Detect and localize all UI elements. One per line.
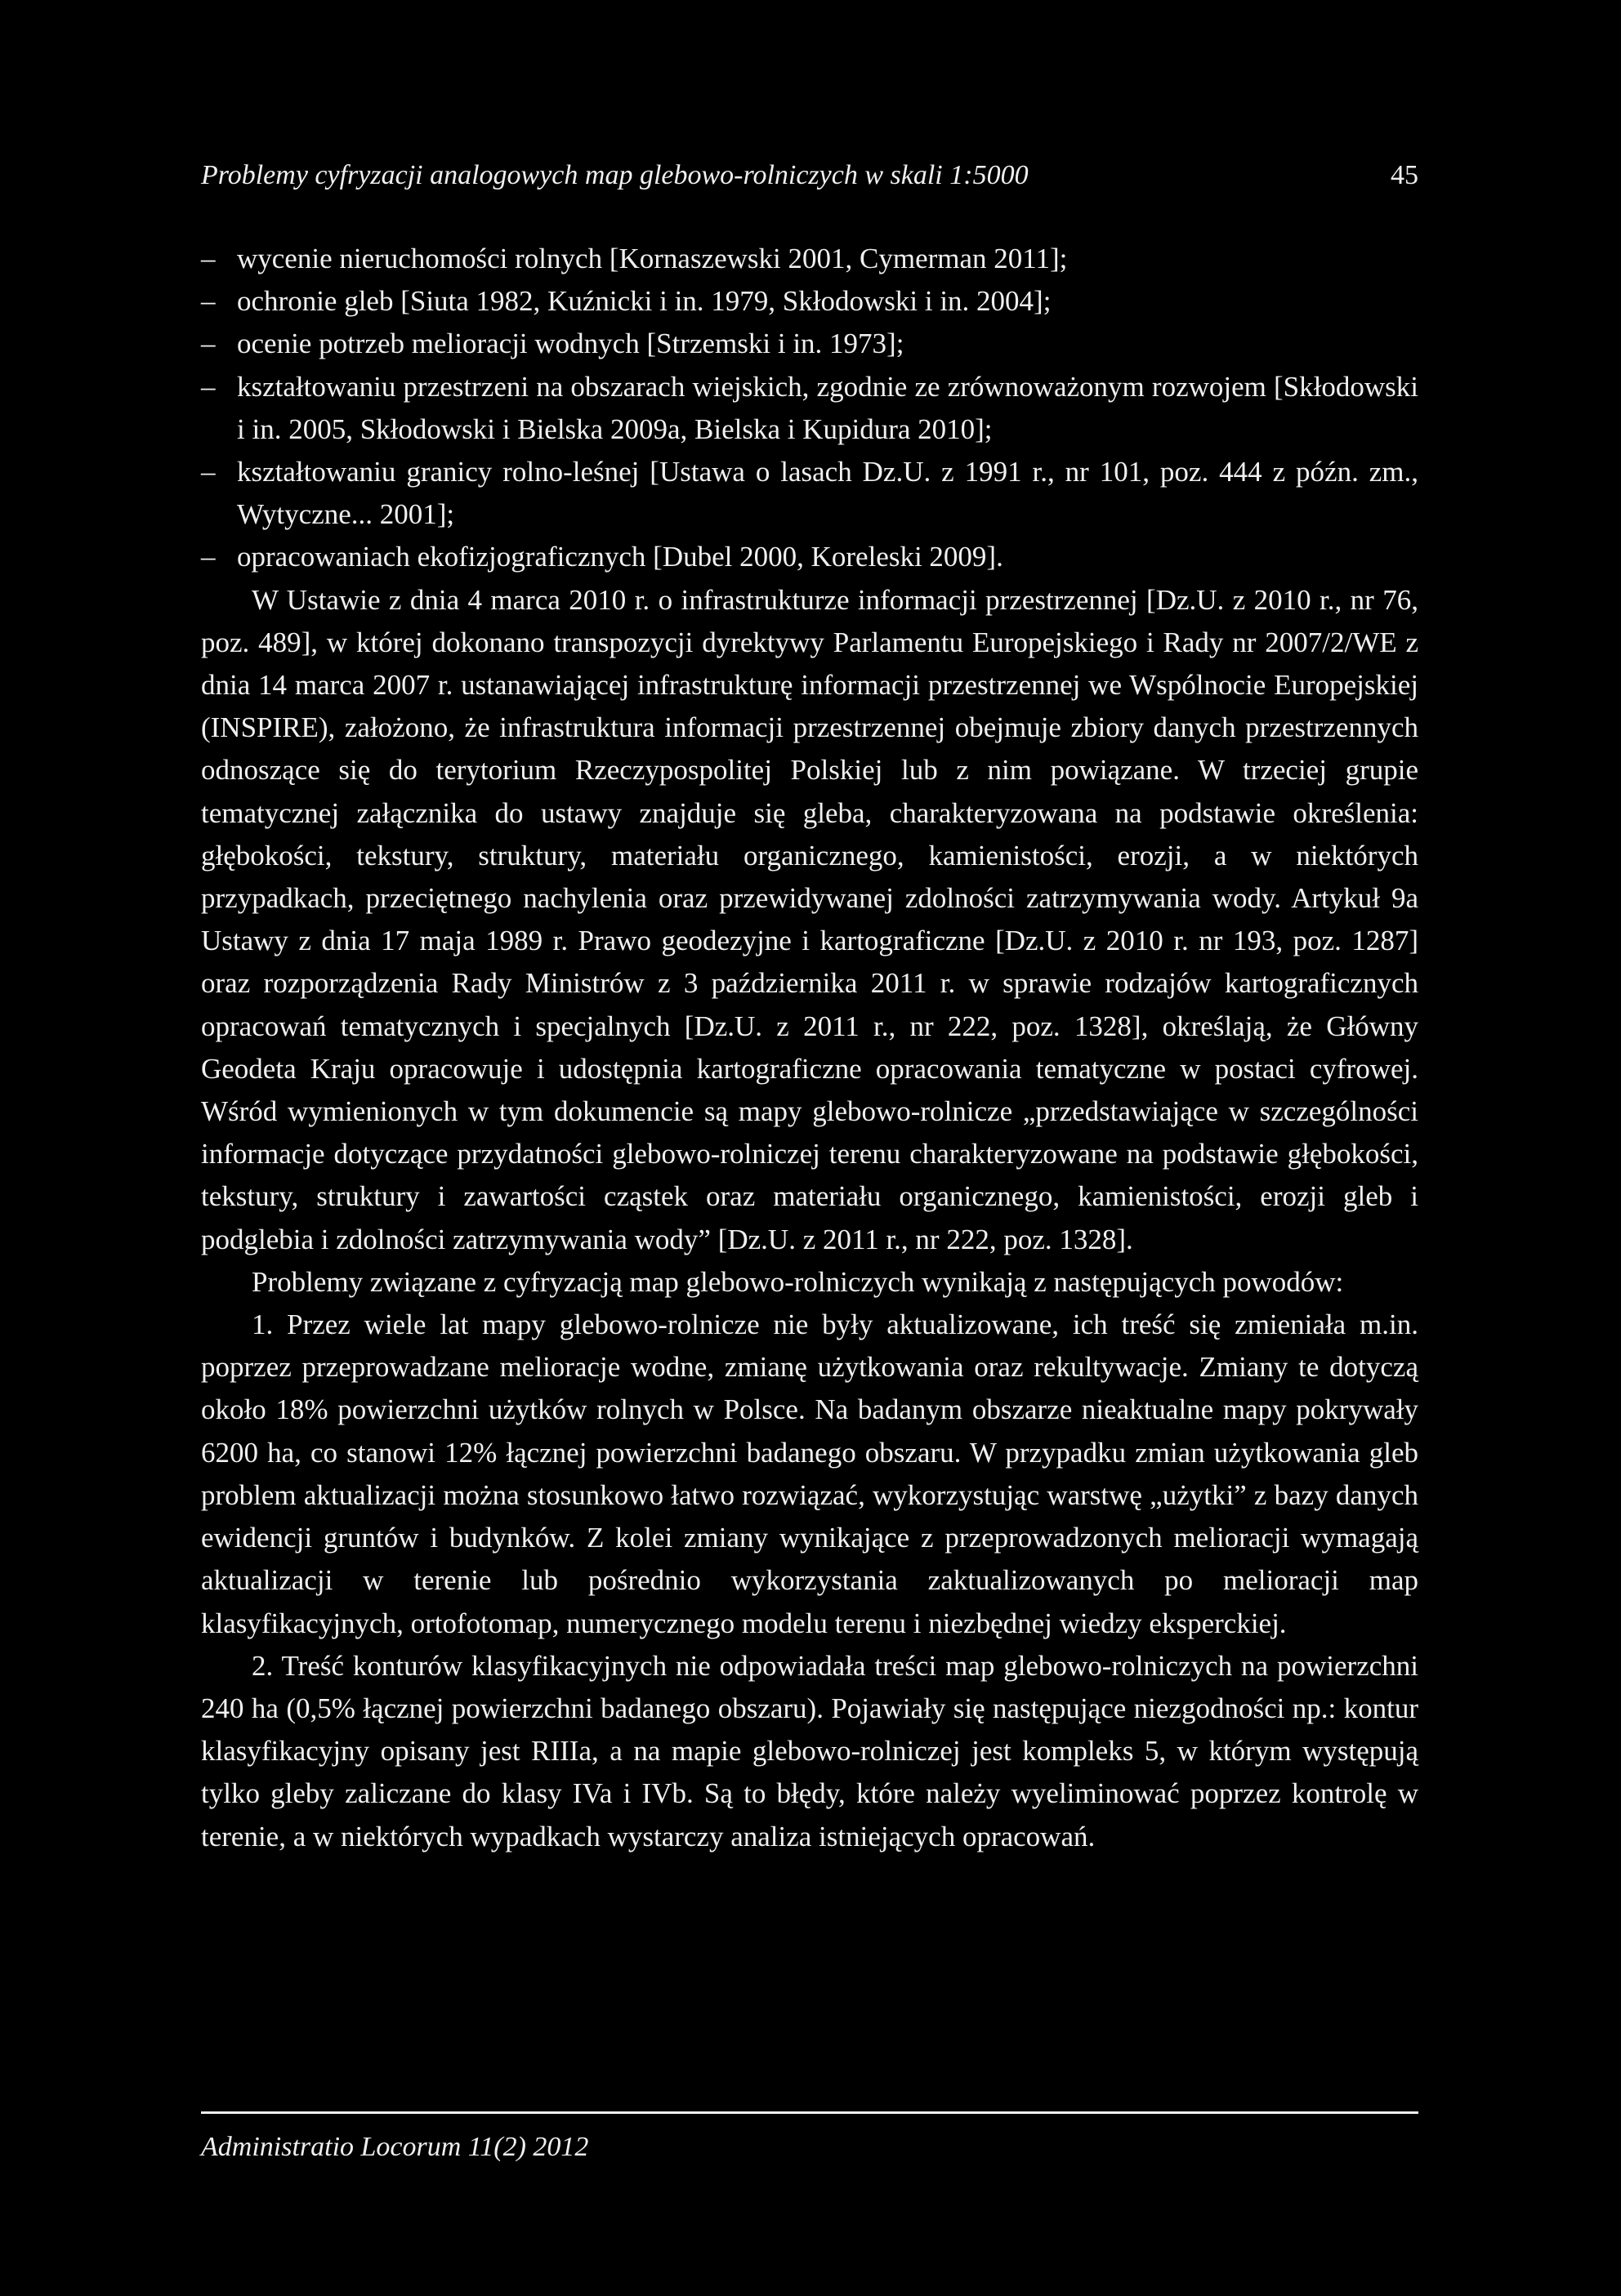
list-item-text: kształtowaniu przestrzeni na obszarach wiejskich, zgodnie ze zrównoważonym rozwojem [Skłodowski i in. 2005, Skłodowski i Bielska 2009a, Bielska i Kupidura 2010];	[237, 370, 1418, 445]
list-item	[201, 451, 1418, 536]
dash-marker: –	[201, 541, 216, 573]
list-item-text: opracowaniach ekofizjograficznych [Dubel 2000, Koreleski 2009].	[237, 541, 1003, 573]
list-item	[201, 323, 1418, 365]
list-item	[201, 366, 1418, 451]
list-item	[201, 238, 1418, 280]
list-item-text: ocenie potrzeb melioracji wodnych [Strzemski i in. 1973];	[237, 328, 904, 360]
dash-marker: –	[201, 370, 216, 403]
running-title: Problemy cyfryzacji analogowych map glebowo-rolniczych w skali 1:5000	[201, 160, 1029, 190]
numbered-item-1: 1. Przez wiele lat mapy glebowo-rolnicze nie były aktualizowane, ich treść się zmieniała m.in. poprzez przeprowadzane melioracje wodne, zmianę użytkowania oraz rekultywacje. Zmiany te dotyczą około 18% powierzchni użytków rolnych w Polsce. Na badanym obszarze nieaktualne mapy pokrywały 6200 ha, co stanowi 12% łącznej powierzchni badanego obszaru. W przypadku zmian użytkowania gleb problem aktualizacji można stosunkowo łatwo rozwiązać, wykorzystując warstwę „użytki” z bazy danych ewidencji gruntów i budynków. Z kolei zmiany wynikające z przeprowadzonych melioracji wymagają aktualizacji w terenie lub pośrednio wykorzystania zaktualizowanych po melioracji map klasyfikacyjnych, ortofotomap, numerycznego modelu terenu i niezbędnej wiedzy eksperckiej.	[201, 1308, 1418, 1639]
numbered-item-2: 2. Treść konturów klasyfikacyjnych nie odpowiadała treści map glebowo-rolniczych na powierzchni 240 ha (0,5% łącznej powierzchni badanego obszaru). Pojawiały się następujące niezgodności np.: kontur klasyfikacyjny opisany jest RIIIa, a na mapie glebowo-rolniczej jest kompleks 5, w którym występują tylko gleby zaliczane do klasy IVa i IVb. Są to błędy, które należy wyeliminować poprzez kontrolę w terenie, a w niektórych wypadkach wystarczy analiza istniejących opracowań.	[201, 1649, 1418, 1852]
dash-marker: –	[201, 328, 216, 360]
page-number: 45	[1391, 160, 1418, 190]
footer-divider	[201, 2111, 1418, 2114]
running-header	[201, 159, 1418, 192]
list-item-text: ochronie gleb [Siuta 1982, Kuźnicki i in. 1979, Skłodowski i in. 2004];	[237, 285, 1052, 318]
paragraph-inspire: W Ustawie z dnia 4 marca 2010 r. o infrastrukturze informacji przestrzennej [Dz.U. z 2010 r., nr 76, poz. 489], w której dokonano transpozycji dyrektywy Parlamentu Europejskiego i Rady nr 2007/2/WE z dnia 14 marca 2007 r. ustanawiającej infrastrukturę informacji przestrzennej we Wspólnocie Europejskiej (INSPIRE), założono, że infrastruktura informacji przestrzennej obejmuje zbiory danych przestrzennych odnoszące się do terytorium Rzeczypospolitej Polskiej lub z nim powiązane. W trzeciej grupie tematycznej załącznika do ustawy znajduje się gleba, charakteryzowana na podstawie określenia: głębokości, tekstury, struktury, materiału organicznego, kamienistości, erozji, a w niektórych przypadkach, przeciętnego nachylenia oraz przewidywanej zdolności zatrzymywania wody. Artykuł 9a Ustawy z dnia 17 maja 1989 r. Prawo geodezyjne i kartograficzne [Dz.U. z 2010 r. nr 193, poz. 1287] oraz rozporządzenia Rady Ministrów z 3 października 2011 r. w sprawie rodzajów kartograficznych opracowań tematycznych i specjalnych [Dz.U. z 2011 r., nr 222, poz. 1328], określają, że Główny Geodeta Kraju opracowuje i udostępnia kartograficzne opracowania tematyczne w postaci cyfrowej. Wśród wymienionych w tym dokumencie są mapy glebowo-rolnicze „przedstawiające w szczególności informacje dotyczące przydatności glebowo-rolniczej terenu charakteryzowane na podstawie głębokości, tekstury, struktury i zawartości cząstek oraz materiału organicznego, kamienistości, erozji gleb i podglebia i zdolności zatrzymywania wody” [Dz.U. z 2011 r., nr 222, poz. 1328].	[201, 583, 1418, 1255]
article-body	[201, 238, 1418, 1858]
bullet-list	[201, 238, 1418, 579]
dash-marker: –	[201, 243, 216, 274]
list-item	[201, 536, 1418, 578]
page-content	[201, 159, 1418, 1858]
list-item-text: kształtowaniu granicy rolno-leśnej [Ustawa o lasach Dz.U. z 1991 r., nr 101, poz. 444 z późn. zm., Wytyczne... 2001];	[237, 456, 1418, 531]
paragraph-problems-intro: Problemy związane z cyfryzacją map glebowo-rolniczych wynikają z następujących powodów:	[252, 1265, 1344, 1298]
dash-marker: –	[201, 456, 216, 488]
list-item	[201, 280, 1418, 323]
journal-footer: Administratio Locorum 11(2) 2012	[201, 2132, 589, 2162]
list-item-text: wycenie nieruchomości rolnych [Kornaszewski 2001, Cymerman 2011];	[237, 243, 1068, 274]
dash-marker: –	[201, 285, 216, 318]
